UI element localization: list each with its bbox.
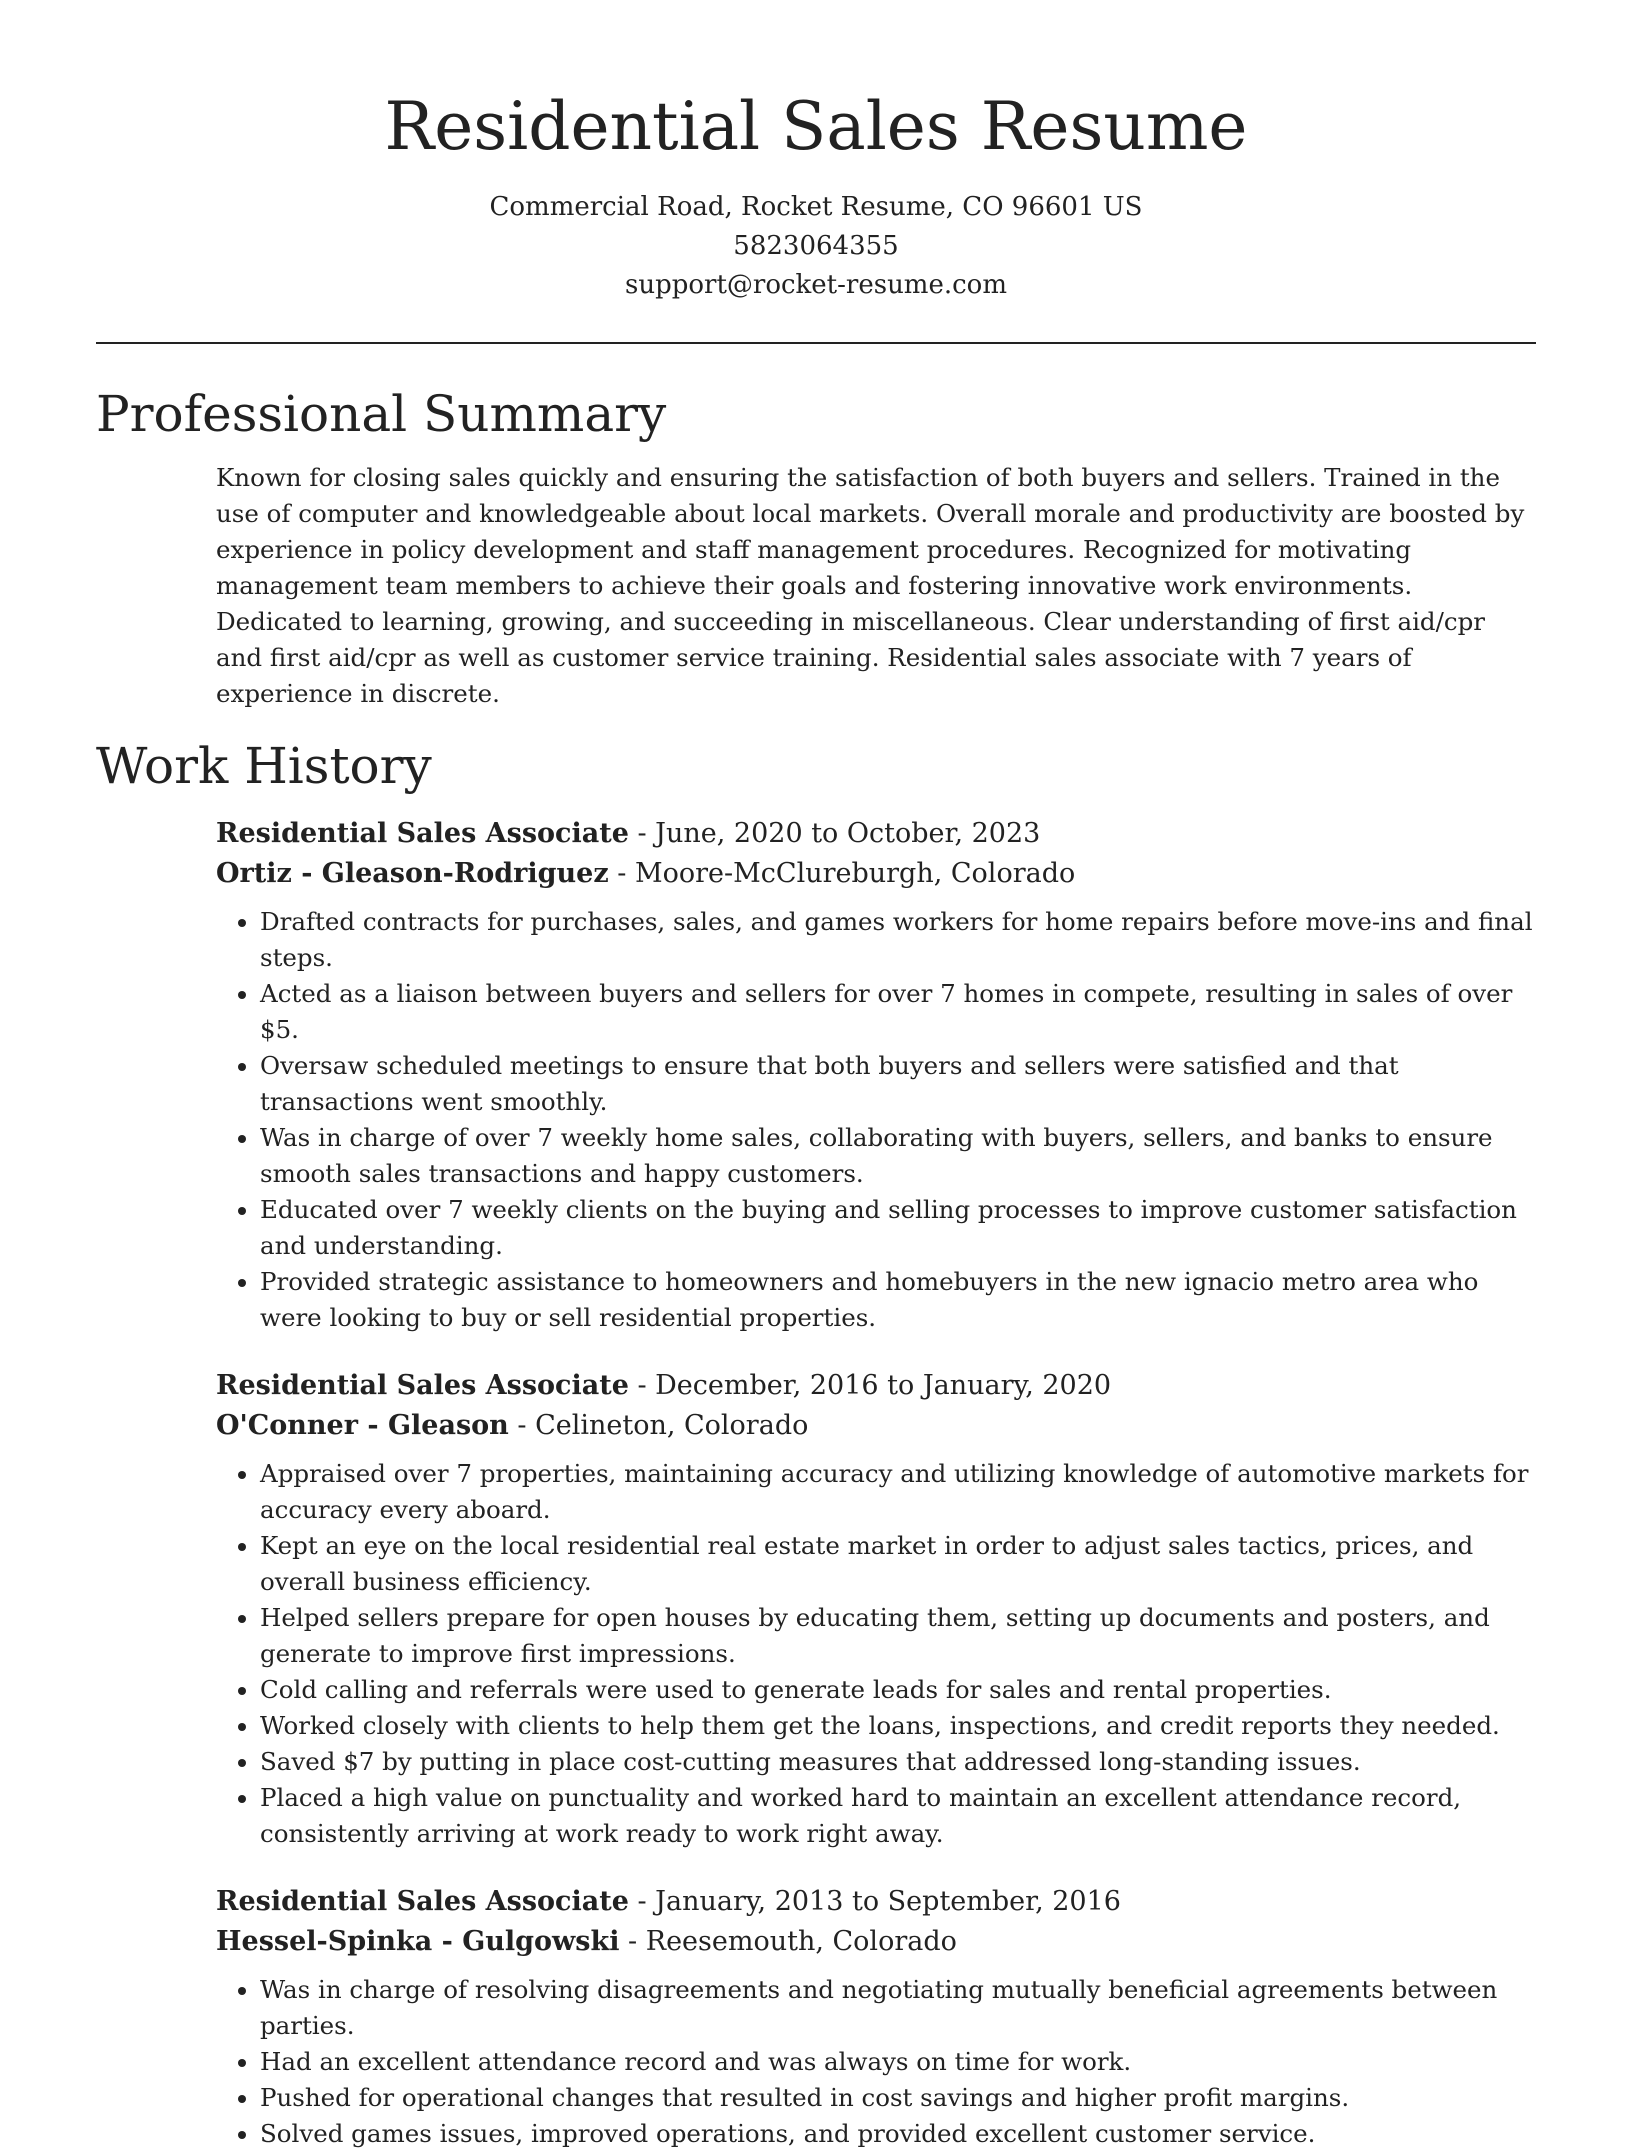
job-bullet: • Saved $7 by putting in place cost-cutting measures that addressed long-standing issues.: [260, 1744, 1536, 1780]
job-position: Residential Sales Associate: [216, 1886, 629, 1917]
job-dates: - December, 2016 to January, 2020: [628, 1370, 1112, 1401]
job-company-line: [216, 1406, 1536, 1446]
job-bullet-list: [216, 1456, 1536, 1852]
job-bullet: • Kept an eye on the local residential real estate market in order to adjust sales tactics, prices, and overall business efficiency.: [260, 1528, 1536, 1600]
job-bullet: • Educated over 7 weekly clients on the buying and selling processes to improve customer satisfaction and understanding.: [260, 1192, 1536, 1264]
job-bullet: • Had an excellent attendance record and was always on time for work.: [260, 2044, 1536, 2080]
contact-address: Commercial Road, Rocket Resume, CO 96601 US: [489, 192, 1143, 222]
job-bullet: • Appraised over 7 properties, maintaining accuracy and utilizing knowledge of automotive markets for accuracy every aboard.: [260, 1456, 1536, 1528]
job-bullet: • Pushed for operational changes that resulted in cost savings and higher profit margins.: [260, 2080, 1536, 2116]
job-bullet: • Solved games issues, improved operations, and provided excellent customer service.: [260, 2116, 1536, 2152]
job-bullet: • Provided strategic assistance to homeowners and homebuyers in the new ignacio metro area who were looking to buy or sell residential properties.: [260, 1264, 1536, 1336]
job-location: - Celineton, Colorado: [508, 1410, 809, 1441]
job-company: O'Conner - Gleason: [216, 1410, 509, 1441]
job-entry: [216, 814, 1536, 1336]
job-bullet-list: [216, 1972, 1536, 2152]
job-position-line: [216, 1366, 1536, 1406]
job-location: - Moore-McClureburgh, Colorado: [608, 858, 1076, 889]
job-bullet: • Acted as a liaison between buyers and sellers for over 7 homes in compete, resulting in sales of over $5.: [260, 976, 1536, 1048]
job-dates: - January, 2013 to September, 2016: [628, 1886, 1121, 1917]
summary-text: Known for closing sales quickly and ensuring the satisfaction of both buyers and sellers. Trained in the use of computer and knowledgeable about local markets. Overall morale and productivity are boosted by experience in policy development and staff management procedures. Recognized for motivating management team members to achieve their goals and fostering innovative work environments. Dedicated to learning, growing, and succeeding in miscellaneous. Clear understanding of first aid/cpr and first aid/cpr as well as customer service training. Residential sales associate with 7 years of experience in discrete.: [216, 463, 1525, 708]
contact-phone: 5823064355: [733, 231, 899, 261]
job-position-line: [216, 1882, 1536, 1922]
job-bullet: • Placed a high value on punctuality and worked hard to maintain an excellent attendance record, consistently arriving at work ready to work right away.: [260, 1780, 1536, 1852]
job-bullet: • Helped sellers prepare for open houses by educating them, setting up documents and posters, and generate to improve first impressions.: [260, 1600, 1536, 1672]
job-bullet: • Oversaw scheduled meetings to ensure that both buyers and sellers were satisfied and that transactions went smoothly.: [260, 1048, 1536, 1120]
job-location: - Reesemouth, Colorado: [619, 1926, 957, 1957]
job-position: Residential Sales Associate: [216, 818, 629, 849]
job-bullet: • Cold calling and referrals were used to generate leads for sales and rental properties.: [260, 1672, 1536, 1708]
header-divider: [96, 342, 1536, 344]
job-bullet: • Was in charge of resolving disagreements and negotiating mutually beneficial agreements between parties.: [260, 1972, 1536, 2044]
job-company-line: [216, 1922, 1536, 1962]
job-position: Residential Sales Associate: [216, 1370, 629, 1401]
job-bullet-list: [216, 904, 1536, 1336]
job-entry: [216, 1366, 1536, 1852]
resume-header: [96, 0, 1536, 305]
resume-title: Residential Sales Resume: [384, 88, 1248, 165]
job-dates: - June, 2020 to October, 2023: [628, 818, 1041, 849]
job-position-line: [216, 814, 1536, 854]
job-bullet: • Drafted contracts for purchases, sales, and games workers for home repairs before move-ins and final steps.: [260, 904, 1536, 976]
job-bullet: • Worked closely with clients to help them get the loans, inspections, and credit reports they needed.: [260, 1708, 1536, 1744]
job-bullet: • Was in charge of over 7 weekly home sales, collaborating with buyers, sellers, and banks to ensure smooth sales transactions and happy customers.: [260, 1120, 1536, 1192]
section-title-summary: Professional Summary: [96, 385, 667, 443]
contact-block: [96, 188, 1536, 305]
contact-email: support@rocket-resume.com: [624, 270, 1007, 300]
job-company-line: [216, 854, 1536, 894]
job-company: Ortiz - Gleason-Rodriguez: [216, 858, 609, 889]
section-title-work-history: Work History: [96, 737, 432, 795]
job-company: Hessel-Spinka - Gulgowski: [216, 1926, 620, 1957]
